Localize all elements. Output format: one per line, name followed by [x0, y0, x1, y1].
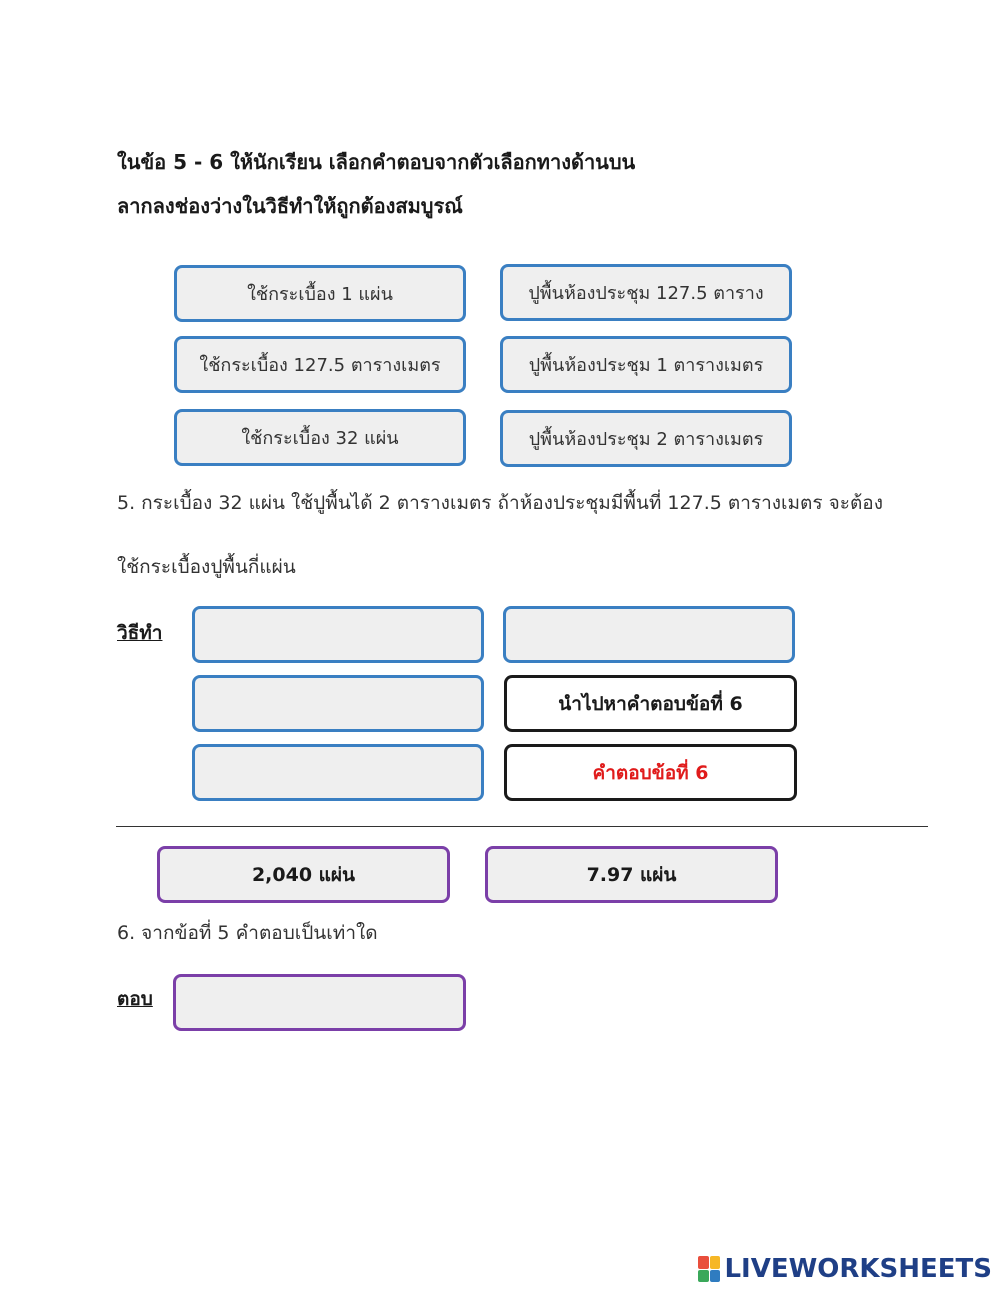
- question-5-text: 5. กระเบื้อง 32 แผ่น ใช้ปูพื้นได้ 2 ตารางเมตร ถ้าห้องประชุมมีพื้นที่ 127.5 ตารางเมตร จะต้อง: [117, 492, 883, 514]
- method-drop-zone-2[interactable]: [503, 606, 795, 663]
- choice-tile[interactable]: ปูพื้นห้องประชุม 2 ตารางเมตร: [500, 410, 792, 467]
- answer-label: ตอบ: [117, 988, 153, 1010]
- question-5-text-cont: ใช้กระเบื้องปูพื้นกี่แผ่น: [117, 556, 296, 578]
- answer-choice-tile[interactable]: 2,040 แผ่น: [157, 846, 450, 903]
- method-drop-zone-4[interactable]: [192, 744, 484, 801]
- choice-tile[interactable]: ปูพื้นห้องประชุม 127.5 ตาราง: [500, 264, 792, 321]
- choice-tile[interactable]: ใช้กระเบื้อง 1 แผ่น: [174, 265, 466, 322]
- method-label: วิธีทำ: [117, 622, 163, 644]
- brand-name: LIVEWORKSHEETS: [724, 1254, 992, 1284]
- answer-6-box: คำตอบข้อที่ 6: [504, 744, 797, 801]
- answer-drop-zone[interactable]: [173, 974, 466, 1031]
- liveworksheets-logo-icon: [698, 1256, 720, 1282]
- choice-tile[interactable]: ปูพื้นห้องประชุม 1 ตารางเมตร: [500, 336, 792, 393]
- method-drop-zone-1[interactable]: [192, 606, 484, 663]
- question-6-text: 6. จากข้อที่ 5 คำตอบเป็นเท่าใด: [117, 922, 378, 944]
- note-box: นำไปหาคำตอบข้อที่ 6: [504, 675, 797, 732]
- answer-choice-tile[interactable]: 7.97 แผ่น: [485, 846, 778, 903]
- instruction-line-1: ในข้อ 5 - 6 ให้นักเรียน เลือกคำตอบจากตัวเลือกทางด้านบน: [117, 150, 636, 174]
- choice-tile[interactable]: ใช้กระเบื้อง 32 แผ่น: [174, 409, 466, 466]
- choice-tile[interactable]: ใช้กระเบื้อง 127.5 ตารางเมตร: [174, 336, 466, 393]
- liveworksheets-brand: [698, 1254, 992, 1284]
- section-divider: [116, 826, 928, 827]
- instruction-line-2: ลากลงช่องว่างในวิธีทำให้ถูกต้องสมบูรณ์: [117, 194, 463, 218]
- method-drop-zone-3[interactable]: [192, 675, 484, 732]
